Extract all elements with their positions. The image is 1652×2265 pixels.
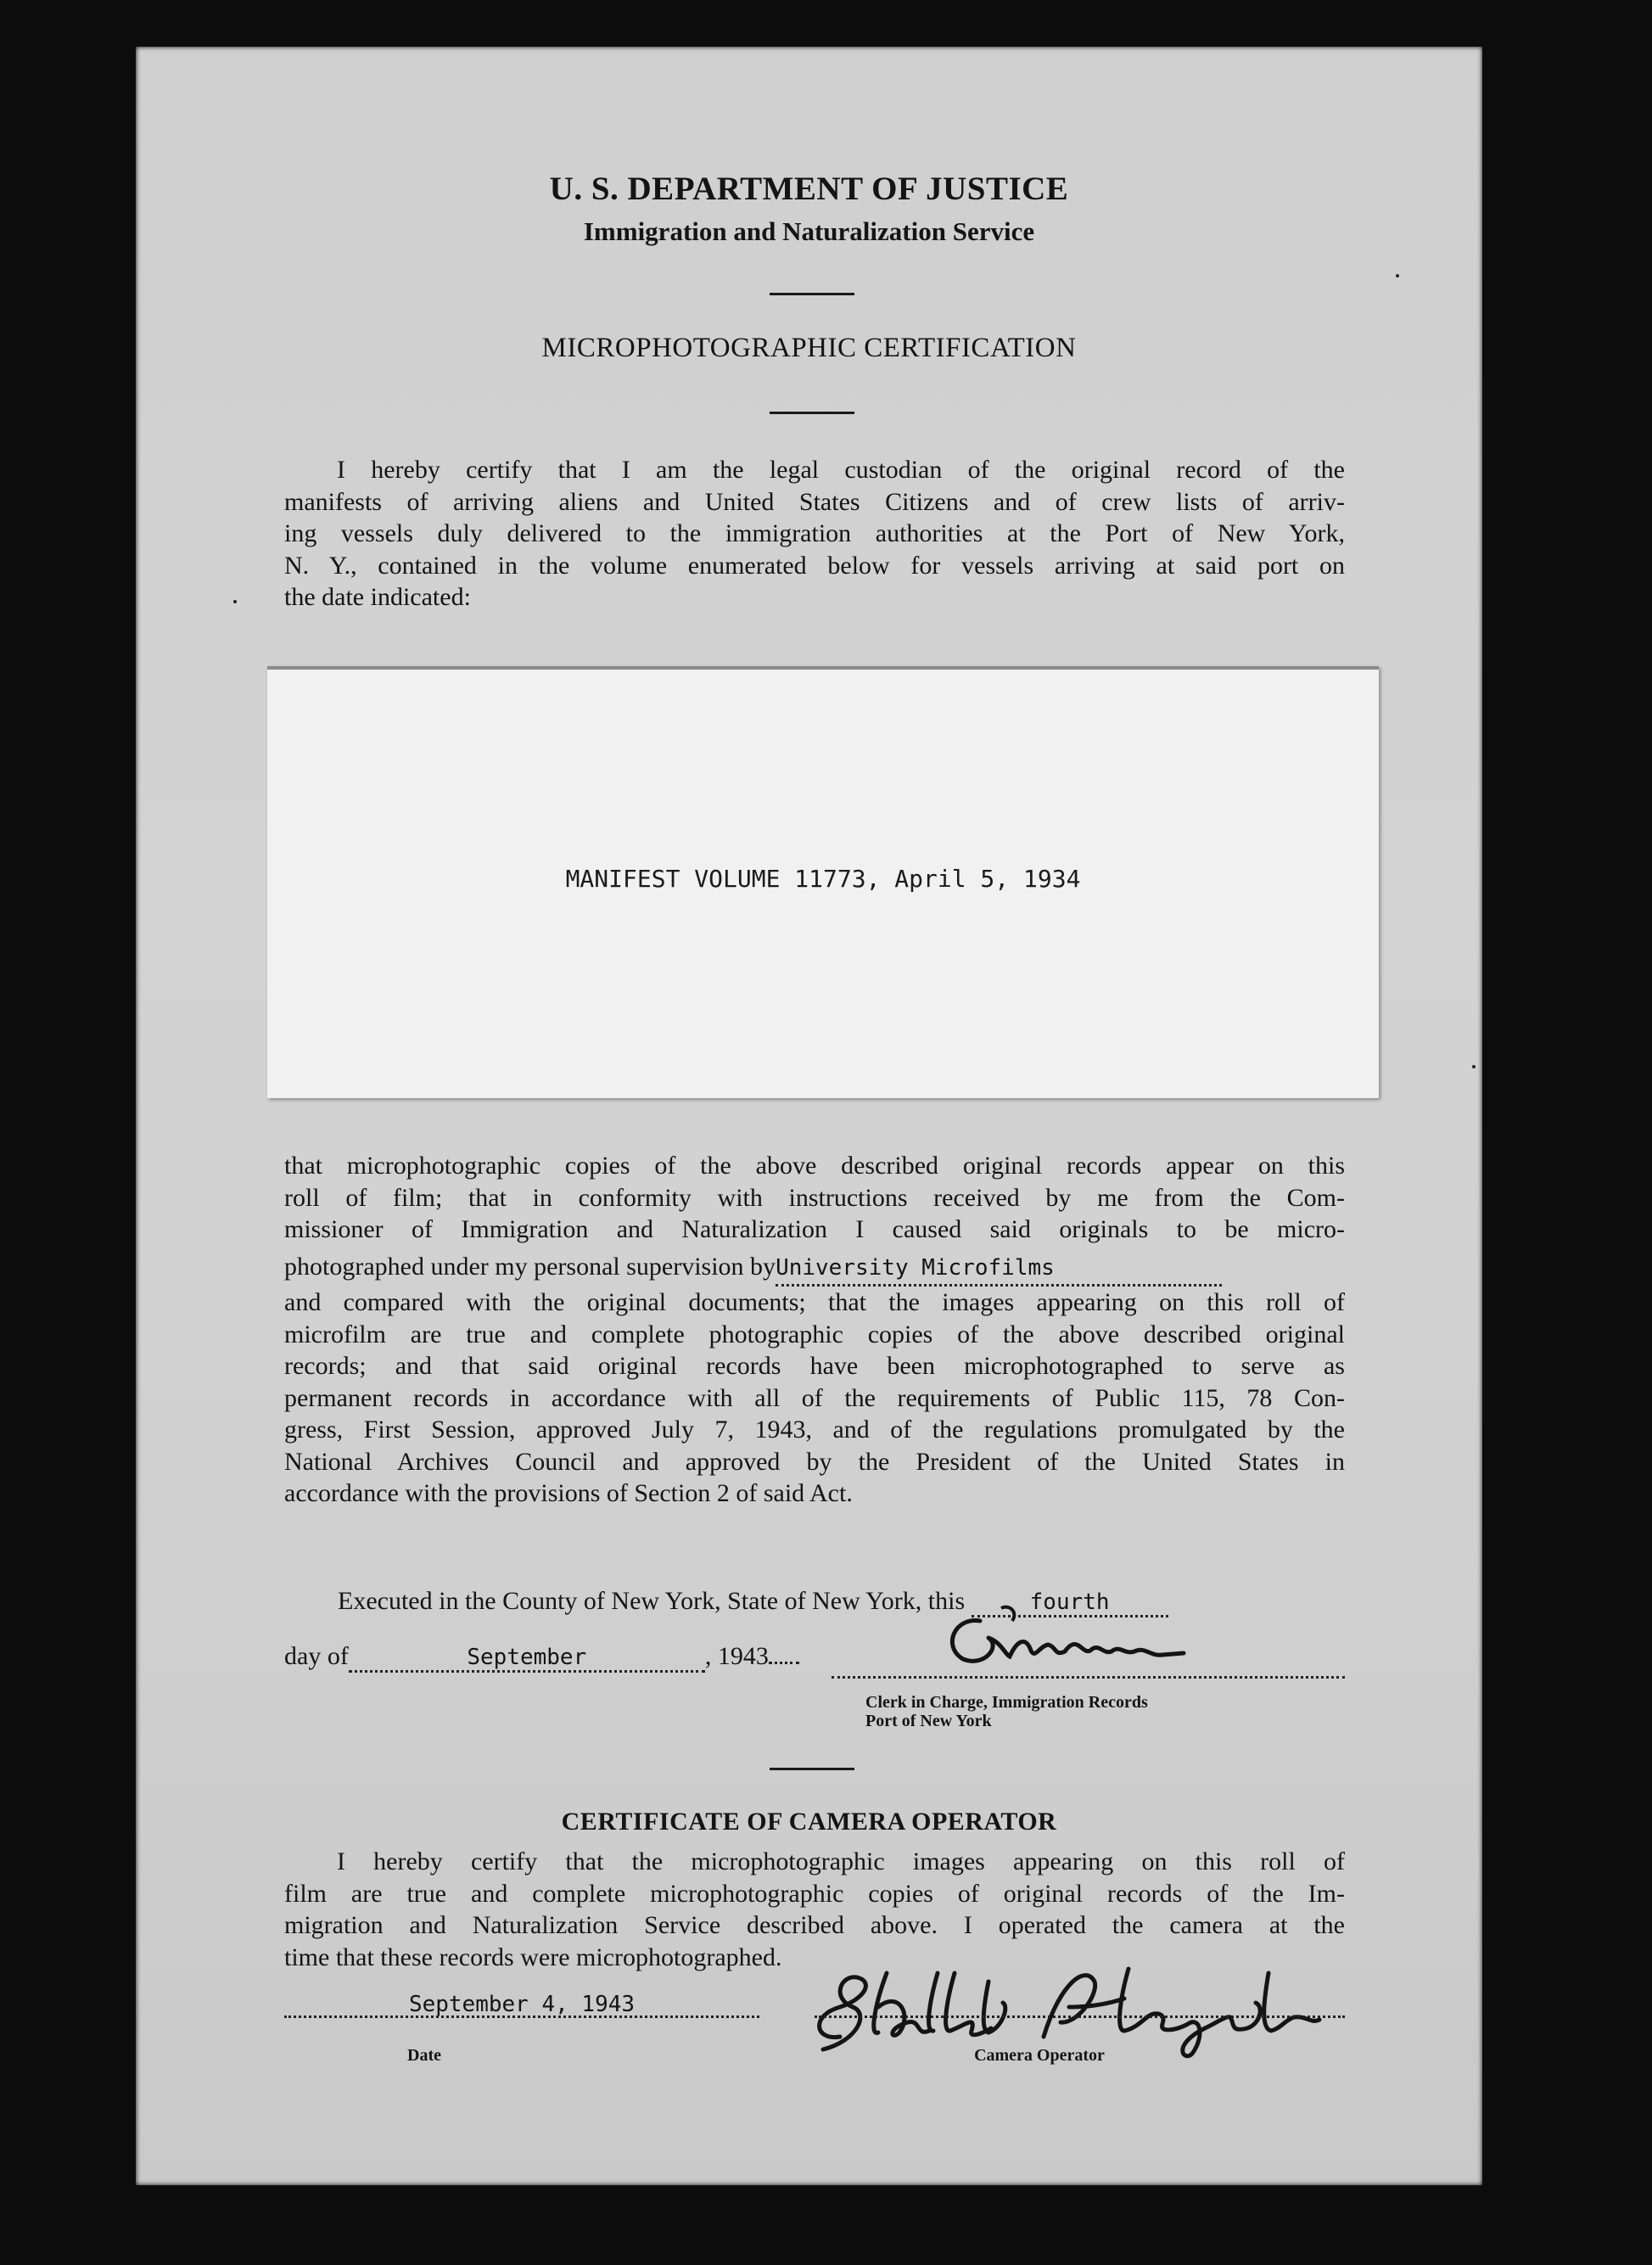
camera-operator-label: Camera Operator <box>974 2046 1105 2065</box>
execution-month: September <box>349 1645 705 1673</box>
supervision-prefix: photographed under my personal supervision by <box>284 1252 776 1281</box>
operator-line: time that these records were microphotographed. <box>284 1943 782 1971</box>
day-of-label: day of <box>284 1642 349 1670</box>
clerk-title-line: Port of New York <box>865 1712 992 1730</box>
execution-prefix: Executed in the County of New York, State of New York, this <box>338 1587 966 1615</box>
date-label: Date <box>407 2046 441 2065</box>
divider <box>770 1768 854 1770</box>
intro-line: manifests of arriving aliens and United States Citizens and of crew lists of arriv- <box>284 487 1345 516</box>
intro-line: the date indicated: <box>284 583 471 611</box>
intro-line: N. Y., contained in the volume enumerated below for vessels arriving at said port on <box>284 551 1345 580</box>
execution-year: , 1943 <box>704 1642 769 1670</box>
film-speck <box>1472 1065 1476 1068</box>
supervision-line <box>284 1251 1345 1287</box>
manifest-volume-text: MANIFEST VOLUME 11773, April 5, 1934 <box>565 865 1081 893</box>
body-line: roll of film; that in conformity with instructions received by me from the Com- <box>284 1183 1345 1212</box>
intro-line: ing vessels duly delivered to the immigration authorities at the Port of New York, <box>284 519 1345 547</box>
operator-line: I hereby certify that the microphotographic images appearing on this roll of <box>337 1847 1345 1875</box>
day-of-line <box>284 1642 799 1673</box>
certificate-sheet <box>136 47 1482 2185</box>
body-line: National Archives Council and approved by the President of the United States in <box>284 1447 1345 1476</box>
certification-paragraph <box>284 1150 1345 1510</box>
body-line: permanent records in accordance with all of the requirements of Public 115, 78 Con- <box>284 1383 1345 1412</box>
camera-operator-title: CERTIFICATE OF CAMERA OPERATOR <box>561 1808 1057 1836</box>
clerk-signature-line <box>832 1676 1345 1679</box>
operator-signature-line <box>815 2016 1345 2018</box>
service-subheading: Immigration and Naturalization Service <box>583 216 1035 246</box>
film-speck <box>1396 274 1399 278</box>
operator-line: migration and Naturalization Service described above. I operated the camera at the <box>284 1911 1345 1939</box>
execution-day: fourth <box>972 1589 1168 1617</box>
clerk-signature <box>938 1595 1192 1680</box>
dotted-leader <box>769 1662 799 1664</box>
intro-line: I hereby certify that I am the legal custodian of the original record of the <box>337 456 1345 484</box>
supervision-value: University Microfilms <box>776 1253 1222 1287</box>
body-line: records; and that said original records have been microphotographed to serve as <box>284 1352 1345 1380</box>
divider <box>770 293 854 295</box>
body-line: microfilm are true and complete photographic copies of the above described original <box>284 1320 1345 1348</box>
body-line: accordance with the provisions of Section 2 of said Act. <box>284 1479 853 1507</box>
body-line: that microphotographic copies of the above described original records appear on this <box>284 1152 1345 1180</box>
operator-date-value: September 4, 1943 <box>408 1992 636 2017</box>
certification-title: MICROPHOTOGRAPHIC CERTIFICATION <box>541 333 1077 363</box>
body-line: and compared with the original documents; that the images appearing on this roll of <box>284 1288 1345 1316</box>
body-line: gress, First Session, approved July 7, 1943, and of the regulations promulgated by the <box>284 1416 1345 1444</box>
intro-paragraph <box>284 454 1345 614</box>
department-heading: U. S. DEPARTMENT OF JUSTICE <box>549 171 1069 207</box>
manifest-card <box>267 666 1379 1098</box>
divider <box>770 412 854 414</box>
camera-operator-paragraph <box>284 1846 1345 1973</box>
body-line: missioner of Immigration and Naturalization I caused said originals to be micro- <box>284 1215 1345 1243</box>
operator-line: film are true and complete microphotographic copies of original records of the Im- <box>284 1879 1345 1908</box>
date-signature-line <box>284 2016 759 2018</box>
clerk-title-line: Clerk in Charge, Immigration Records <box>865 1693 1148 1712</box>
clerk-title <box>865 1693 1148 1730</box>
film-speck <box>233 600 237 603</box>
